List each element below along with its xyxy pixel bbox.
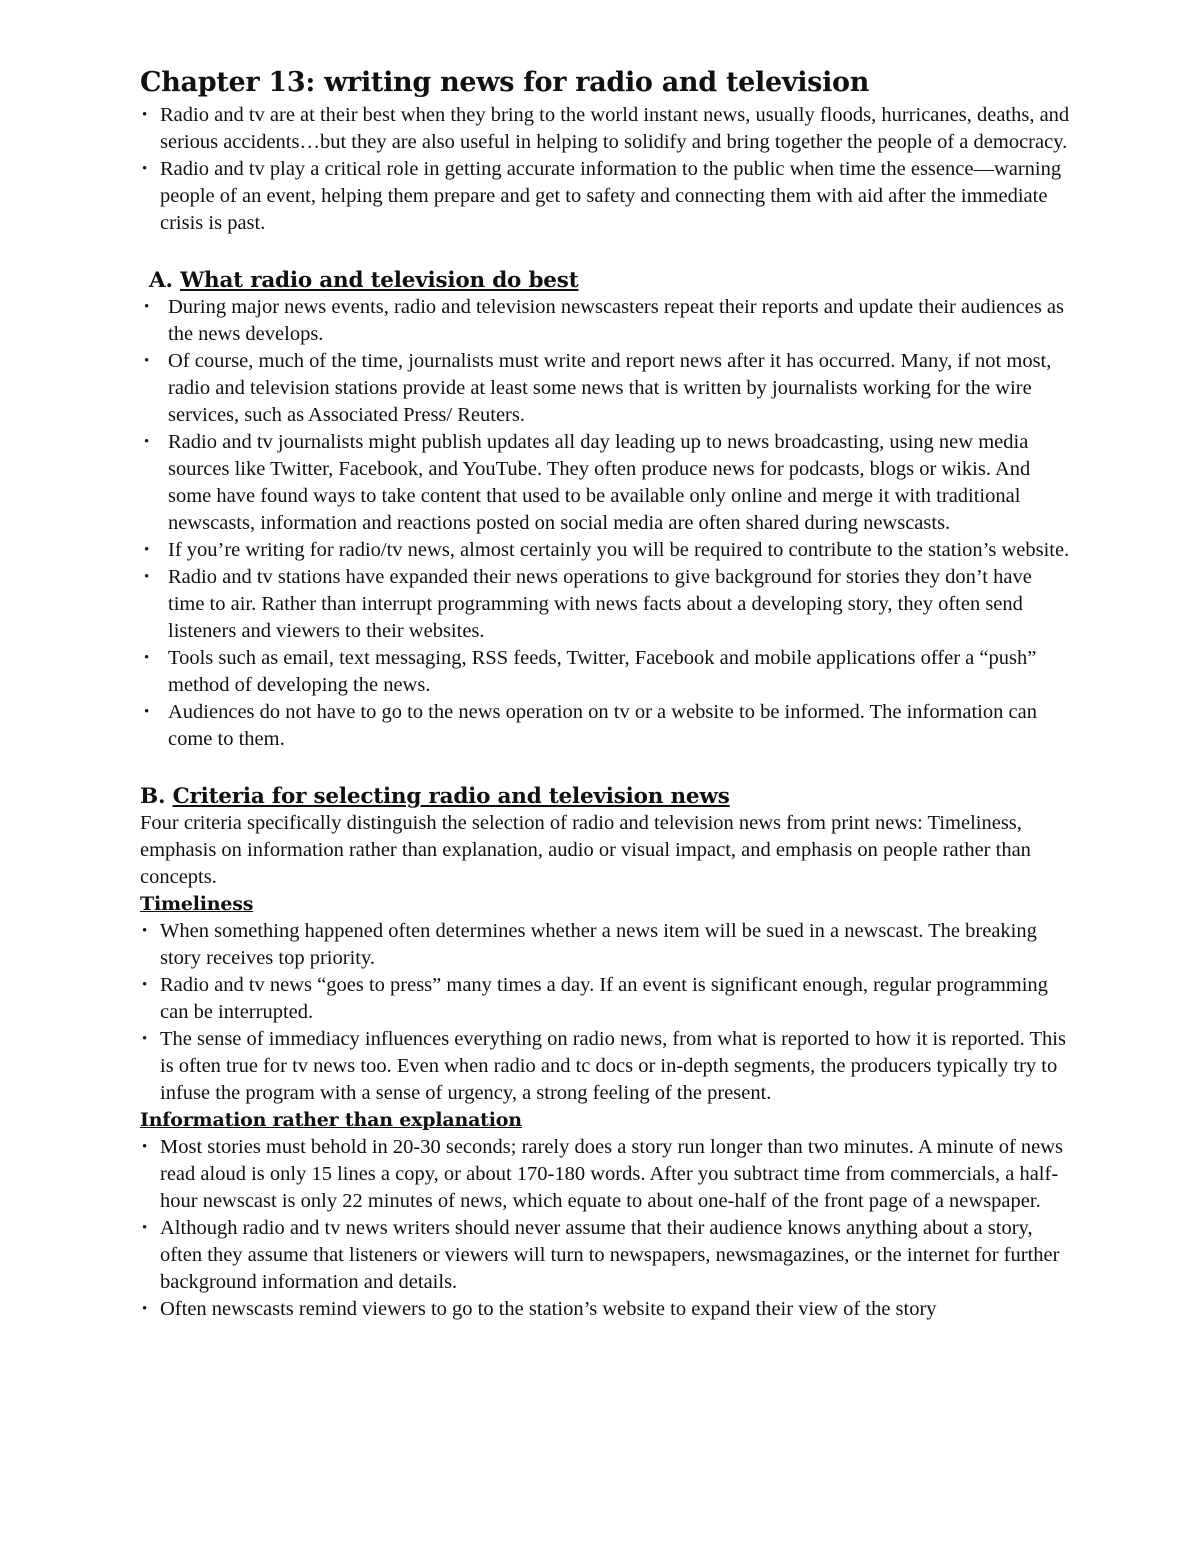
information-bullet: • Although radio and tv news writers should never assume that their audience knows anything about a story, often they assume that listeners or viewers will turn to newspapers, newsmagazines, or the internet for further background information and details.	[140, 1215, 1070, 1296]
section-b-heading	[140, 783, 1070, 810]
section-a-bullet: • Radio and tv stations have expanded their news operations to give background for stories they don’t have time to air. Rather than interrupt programming with news facts about a developing story, they often send listeners and viewers to their websites.	[140, 564, 1070, 645]
timeliness-bullet: • The sense of immediacy influences everything on radio news, from what is reported to how it is reported. This is often true for tv news too. Even when radio and tc docs or in-depth segments, the producers typically try to infuse the program with a sense of urgency, a strong feeling of the present.	[140, 1026, 1070, 1107]
timeliness-bullet-list	[140, 918, 1070, 1107]
section-a-bullet: • If you’re writing for radio/tv news, almost certainly you will be required to contribute to the station’s website.	[140, 537, 1070, 564]
information-bullet: • Often newscasts remind viewers to go to the station’s website to expand their view of the story	[140, 1296, 1070, 1323]
section-a-bullet: • Audiences do not have to go to the news operation on tv or a website to be informed. The information can come to them.	[140, 699, 1070, 753]
chapter-title: Chapter 13: writing news for radio and television	[140, 67, 870, 98]
timeliness-bullet: • Radio and tv news “goes to press” many times a day. If an event is significant enough, regular programming can be interrupted.	[140, 972, 1070, 1026]
information-heading: Information rather than explanation	[140, 1109, 522, 1131]
section-a-bullet: • Of course, much of the time, journalists must write and report news after it has occurred. Many, if not most, radio and television stations provide at least some news that is written by journalists working for the wire services, such as Associated Press/ Reuters.	[140, 348, 1070, 429]
intro-bullet: • Radio and tv play a critical role in getting accurate information to the public when time the essence—warning people of an event, helping them prepare and get to safety and connecting them with aid after the immediate crisis is past.	[140, 156, 1070, 237]
intro-bullet: • Radio and tv are at their best when they bring to the world instant news, usually floods, hurricanes, deaths, and serious accidents…but they are also useful in helping to solidify and bring together the people of a democracy.	[140, 102, 1070, 156]
section-a-bullet-list	[140, 294, 1070, 753]
section-a-title: What radio and television do best	[180, 268, 579, 293]
intro-bullet-list	[140, 102, 1070, 237]
information-bullet-list	[140, 1134, 1070, 1323]
section-b-letter: B.	[140, 784, 166, 809]
section-a-bullet: • Radio and tv journalists might publish updates all day leading up to news broadcasting, using new media sources like Twitter, Facebook, and YouTube. They often produce news for podcasts, blogs or wikis. And some have found ways to take content that used to be available only online and merge it with traditional newscasts, information and reactions posted on social media are often shared during newscasts.	[140, 429, 1070, 537]
section-b-intro: Four criteria specifically distinguish the selection of radio and television news from print news: Timeliness, emphasis on information rather than explanation, audio or visual impact, and emphasis on people rather than concepts.	[140, 812, 1031, 888]
section-b-title: Criteria for selecting radio and television news	[172, 784, 730, 809]
document-page	[140, 64, 1070, 1323]
section-a-bullet: • Tools such as email, text messaging, RSS feeds, Twitter, Facebook and mobile applications offer a “push” method of developing the news.	[140, 645, 1070, 699]
section-a-bullet: • During major news events, radio and television newscasters repeat their reports and update their audiences as the news develops.	[140, 294, 1070, 348]
timeliness-heading: Timeliness	[140, 893, 254, 915]
information-bullet: • Most stories must behold in 20-30 seconds; rarely does a story run longer than two minutes. A minute of news read aloud is only 15 lines a copy, or about 170-180 words. After you subtract time from commercials, a half-hour newscast is only 22 minutes of news, which equate to about one-half of the front page of a newspaper.	[140, 1134, 1070, 1215]
section-a-heading	[140, 267, 1070, 294]
section-a-letter: A.	[149, 268, 173, 293]
timeliness-bullet: • When something happened often determines whether a news item will be sued in a newscast. The breaking story receives top priority.	[140, 918, 1070, 972]
